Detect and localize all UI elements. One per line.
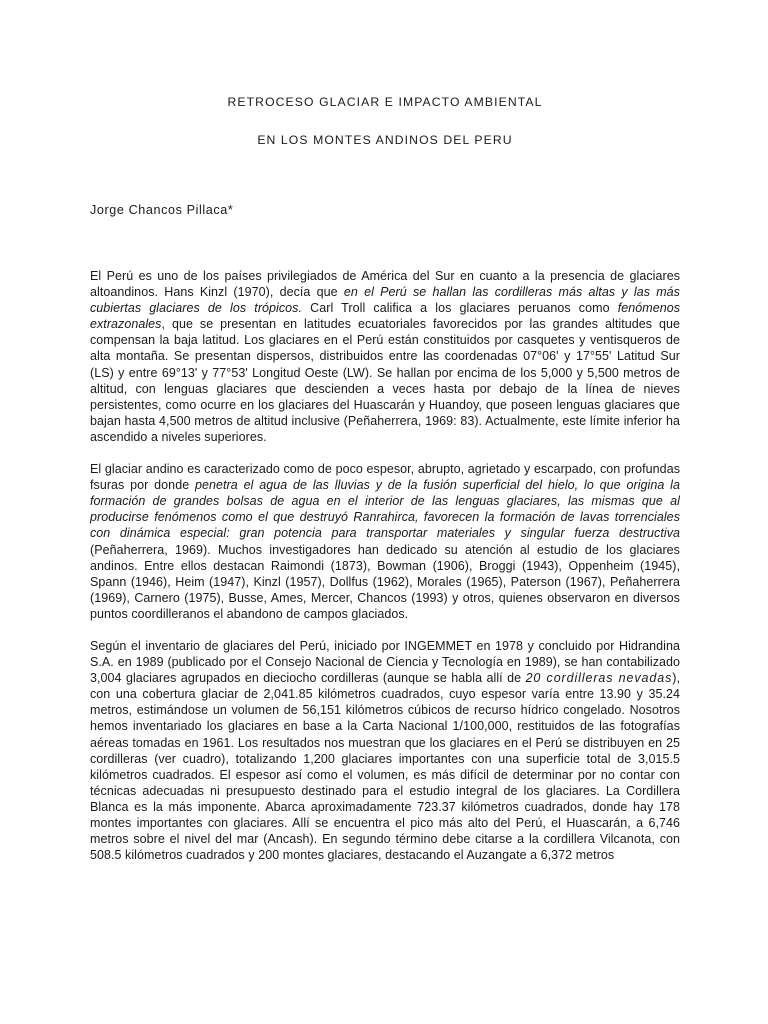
paragraph-2-quote: penetra el agua de las lluvias y de la fusión superficial del hielo, lo que origina la formación de grandes bolsas de agua en el interior de las lenguas glaciares, las mismas que al producirse fenómenos como el que destruyó Ranrahirca, favorecen la formación de lavas torrenciales con dinámica especial: gran potencia para transportar materiales y singular fuerza destructiva <box>90 478 680 541</box>
paragraph-1 <box>90 268 680 445</box>
document-title: RETROCESO GLACIAR E IMPACTO AMBIENTAL <box>227 95 543 109</box>
paragraph-1-text-2: Carl Troll califica a los glaciares peruanos como <box>302 301 618 316</box>
paragraph-1-text-1: El Perú es uno de los países privilegiados de América del Sur en cuanto a la presencia de glaciares altoandinos. Hans Kinzl (1970), decía que <box>90 269 680 300</box>
paragraph-1-quote: en el Perú se hallan las cordilleras más altas y las más cubiertas glaciares de los trópicos. <box>90 285 680 316</box>
paragraph-2-text-2: (Peñaherrera, 1969). Muchos investigadores han dedicado su atención al estudio de los glaciares andinos. Entre ellos destacan Raimondi (1873), Bowman (1906), Broggi (1943), Oppenheim (1945), Spann (1946), Heim (1947), Kinzl (1957), Dollfus (1962), Morales (1965), Paterson (1967), Peñaherrera (1969), Carnero (1975), Busse, Ames, Mercer, Chancos (1993) y otros, quienes observaron en diversos puntos coordilleranos el abandono de campos glaciados. <box>90 542 680 621</box>
document-subtitle: EN LOS MONTES ANDINOS DEL PERU <box>257 133 513 147</box>
paragraph-3-text-1: Según el inventario de glaciares del Perú, iniciado por INGEMMET en 1978 y concluido por Hidrandina S.A. en 1989 (publicado por el Consejo Nacional de Ciencia y Tecnología en 1989), se han contabilizado 3,004 glaciares agrupados en dieciocho cordilleras (aunque se habla allí de <box>90 638 680 686</box>
paragraph-2-text-1: El glaciar andino es caracterizado como de poco espesor, abrupto, agrietado y escarpado, con profundas fsuras por donde <box>90 462 680 493</box>
paragraph-3-text-2: ), con una cobertura glaciar de 2,041.85 kilómetros cuadrados, cuyo espesor varía entre 13.90 y 35.24 metros, estimándose un volumen de 56,151 kilómetros cúbicos de recurso hídrico congelado. Nosotros hemos inventariado los glaciares en base a la Carta Nacional 1/100,000, restituidos de las fotografías aéreas tomadas en 1961. Los resultados nos muestran que los glaciares en el Perú se distribuyen en 25 cordilleras (ver cuadro), totalizando 1,200 glaciares importantes con una superficie total de 3,015.5 kilómetros cuadrados. El espesor así como el volumen, es más difícil de determinar por no contar con técnicas adecuadas ni presupuesto destinado para el estudio integral de los glaciares. La Cordillera Blanca es la más imponente. Abarca aproximadamente 723.37 kilómetros cuadrados, donde hay 178 montes importantes con glaciares. Allí se encuentra el pico más alto del Perú, el Huascarán, a 6,746 metros sobre el nivel del mar (Ancash). En segundo término debe citarse a la cordillera Vilcanota, con 508.5 kilómetros cuadrados y 200 montes glaciares, destacando el Auzangate a 6,372 metros <box>90 671 680 863</box>
author-name: Jorge Chancos Pillaca* <box>90 203 234 217</box>
paragraph-3-term: 20 cordilleras nevadas <box>525 671 673 686</box>
paragraph-2 <box>90 461 680 622</box>
paragraph-1-text-3: , que se presentan en latitudes ecuatoriales favorecidos por las grandes altitudes que compensan la baja latitud. Los glaciares en el Perú están constituidos por casquetes y ventisqueros de alta montaña. Se presentan dispersos, distribuidos entre las coordenadas 07°06' y 17°55' Latitud Sur (LS) y entre 69°13' y 77°53' Longitud Oeste (LW). Se hallan por encima de los 5,000 y 5,500 metros de altitud, con lenguas glaciares que descienden a veces hasta por debajo de la línea de nieves persistentes, como ocurre en los glaciares del Huascarán y Huandoy, que poseen lenguas glaciares que bajan hasta 4,500 metros de altitud inclusive (Peñaherrera, 1969: 83). Actualmente, este límite inferior ha ascendido a niveles superiores. <box>90 317 680 444</box>
document-page <box>90 88 680 863</box>
paragraph-1-term: fenómenos extrazonales <box>90 301 681 332</box>
paragraph-3 <box>90 638 680 863</box>
